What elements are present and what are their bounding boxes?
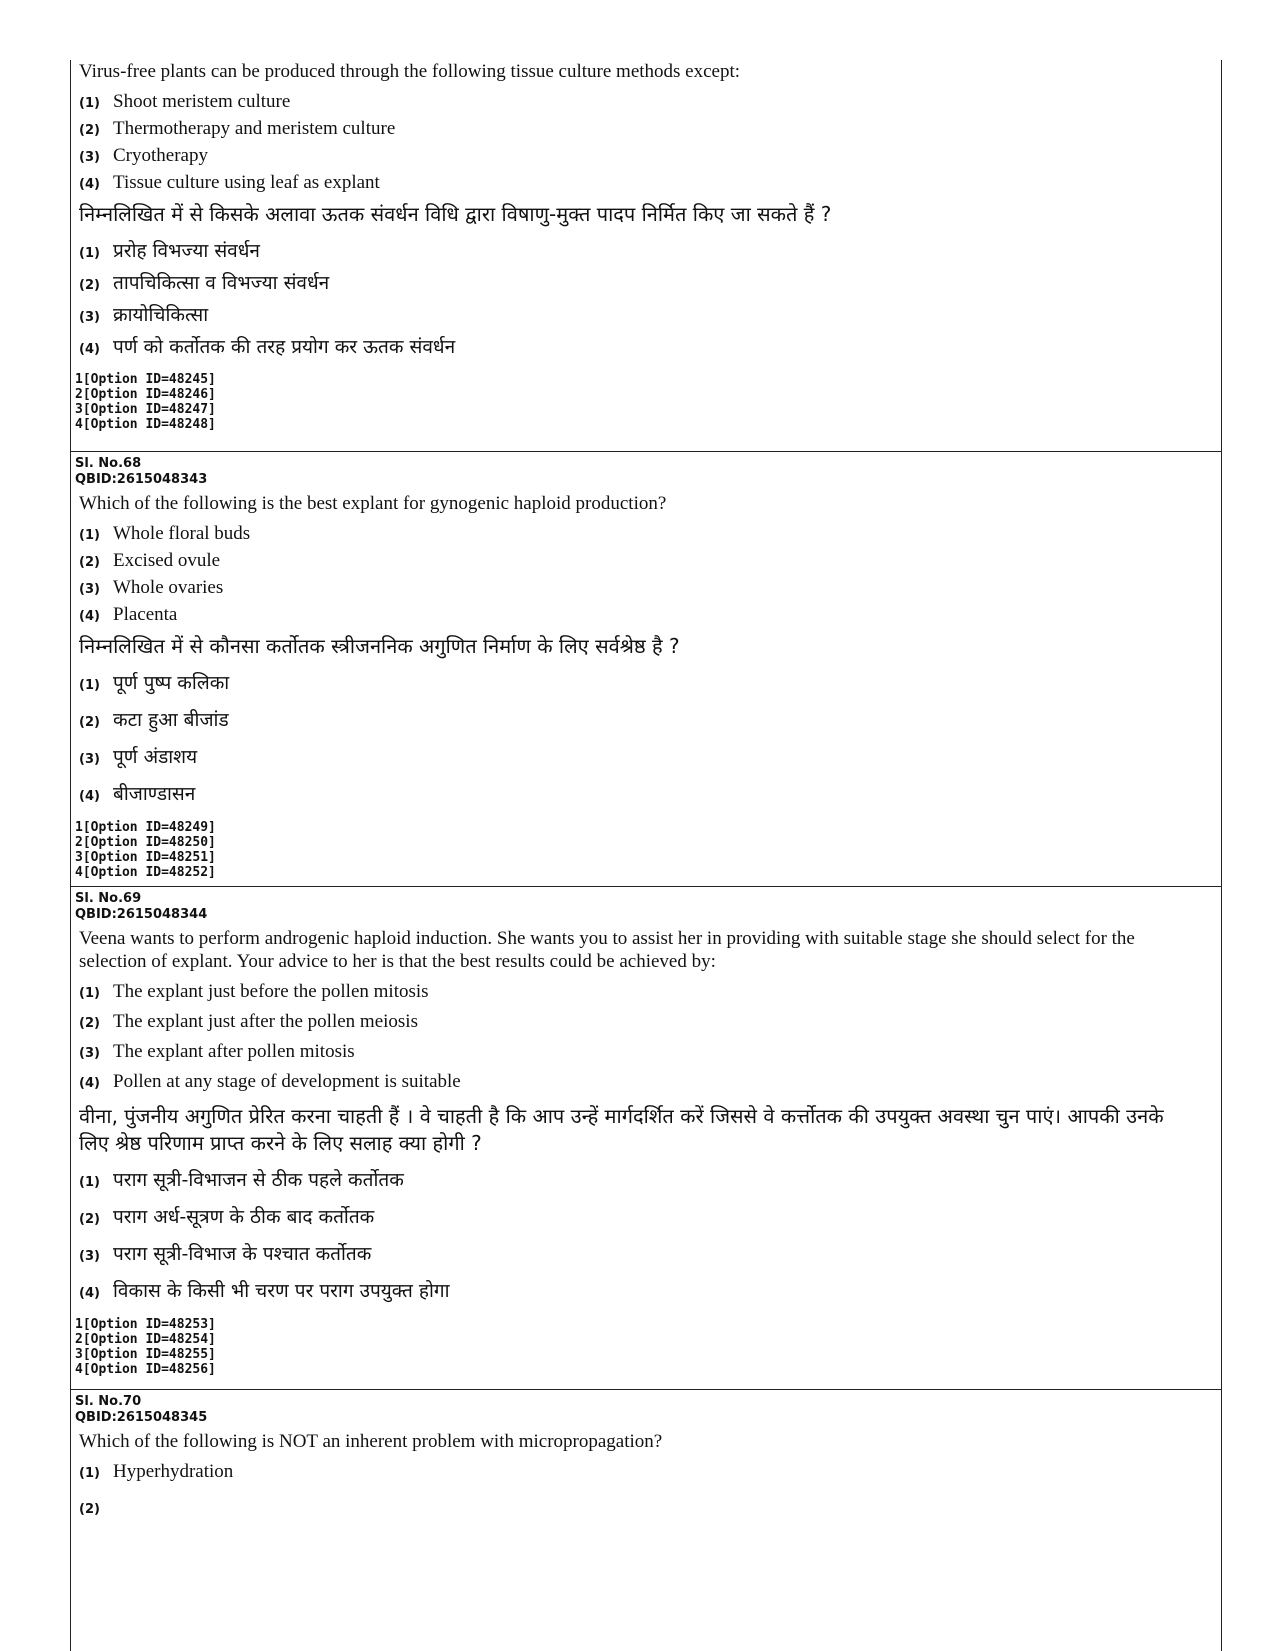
option-text: The explant just before the pollen mitosis [113, 981, 429, 1002]
option-number: (4) [79, 609, 100, 624]
option-hindi [79, 740, 1221, 777]
option-text: Cryotherapy [113, 145, 208, 166]
option-id-list [75, 1317, 1221, 1379]
question-text-english: Veena wants to perform androgenic haploid induction. She wants you to assist her in providing with suitable stage she should select for the selection of explant. Your advice to her is that the best results could be achieved by: [79, 928, 1135, 972]
option-number: (2) [79, 715, 100, 730]
option-hindi [79, 777, 1221, 814]
option-id: 4[Option ID=48248] [75, 417, 216, 432]
option-number: (4) [79, 1286, 100, 1301]
option-id: 2[Option ID=48246] [75, 387, 216, 402]
option-english [79, 575, 1221, 602]
option-number: (4) [79, 177, 100, 192]
option-text: पूर्ण अंडाशय [113, 746, 198, 768]
option-id: 1[Option ID=48253] [75, 1317, 216, 1332]
option-english [79, 170, 1221, 197]
option-hindi [79, 298, 1221, 330]
option-id: 1[Option ID=48249] [75, 820, 216, 835]
option-english [79, 1486, 1221, 1517]
serial-number: Sl. No.69 [75, 891, 142, 906]
option-number: (3) [79, 1249, 100, 1264]
question-block [71, 452, 1221, 887]
option-id-list [75, 372, 1221, 434]
question-text-english: Virus-free plants can be produced through the following tissue culture methods except: [79, 61, 741, 82]
option-number: (1) [79, 1175, 100, 1190]
option-hindi [79, 266, 1221, 298]
question-text-hindi: निम्नलिखित में से किसके अलावा ऊतक संवर्धन विधि द्वारा विषाणु-मुक्त पादप निर्मित किए जा सकते हैं ? [79, 202, 832, 226]
question-text-hindi: निम्नलिखित में से कौनसा कर्तोतक स्त्रीजननिक अगुणित निर्माण के लिए सर्वश्रेष्ठ है ? [79, 634, 680, 658]
question-block [71, 1390, 1221, 1517]
option-text: पराग अर्ध-सूत्रण के ठीक बाद कर्तोतक [113, 1206, 375, 1228]
option-text: प्ररोह विभज्या संवर्धन [113, 240, 260, 262]
option-text: विकास के किसी भी चरण पर पराग उपयुक्त होगा [113, 1280, 450, 1302]
option-english [79, 548, 1221, 575]
option-hindi [79, 666, 1221, 703]
option-id: 3[Option ID=48251] [75, 850, 216, 865]
option-english [79, 1459, 1221, 1486]
option-number: (3) [79, 1046, 100, 1061]
option-english [79, 1009, 1221, 1039]
option-number: (3) [79, 582, 100, 597]
question-text-english: Which of the following is the best explant for gynogenic haploid production? [79, 493, 667, 514]
option-text: Excised ovule [113, 550, 221, 571]
option-text: The explant after pollen mitosis [113, 1041, 355, 1062]
option-number: (2) [79, 555, 100, 570]
question-paper-frame [70, 60, 1222, 1651]
option-text: पराग सूत्री-विभाजन से ठीक पहले कर्तोतक [113, 1169, 404, 1191]
option-hindi [79, 703, 1221, 740]
option-number: (4) [79, 789, 100, 804]
option-number: (1) [79, 96, 100, 111]
option-id: 2[Option ID=48250] [75, 835, 216, 850]
option-text: बीजाण्डासन [113, 783, 196, 805]
question-text-hindi: वीना, पुंजनीय अगुणित प्रेरित करना चाहती हैं । वे चाहती है कि आप उन्हें मार्गदर्शित करें जिससे वे कर्त्तोतक की उपयुक्त अवस्था चुन पाएं। आपकी उनके लिए श्रेष्ठ परिणाम प्राप्त करने के लिए सलाह क्या होगी ? [79, 1104, 1164, 1155]
option-text: कटा हुआ बीजांड [113, 709, 229, 731]
option-number: (1) [79, 528, 100, 543]
option-text: पराग सूत्री-विभाज के पश्चात कर्तोतक [113, 1243, 372, 1265]
option-english [79, 116, 1221, 143]
option-english [79, 143, 1221, 170]
option-text: पर्ण को कर्तोतक की तरह प्रयोग कर ऊतक संवर्धन [113, 336, 456, 358]
option-id: 4[Option ID=48256] [75, 1362, 216, 1377]
qbid: QBID:2615048343 [75, 472, 208, 487]
option-english [79, 89, 1221, 116]
question-text-english: Which of the following is NOT an inherent problem with micropropagation? [79, 1431, 663, 1452]
option-text: क्रायोचिकित्सा [113, 304, 209, 326]
option-text: Pollen at any stage of development is suitable [113, 1071, 461, 1092]
qbid: QBID:2615048344 [75, 907, 208, 922]
option-hindi [79, 1237, 1221, 1274]
option-id-list [75, 820, 1221, 882]
option-number: (3) [79, 150, 100, 165]
option-number: (2) [79, 123, 100, 138]
option-text: Thermotherapy and meristem culture [113, 118, 396, 139]
option-text: Hyperhydration [113, 1461, 234, 1482]
option-english [79, 602, 1221, 629]
option-hindi [79, 330, 1221, 362]
option-hindi [79, 1163, 1221, 1200]
option-number: (1) [79, 246, 100, 261]
option-number: (2) [79, 1502, 100, 1517]
option-id: 2[Option ID=48254] [75, 1332, 216, 1347]
question-block [71, 60, 1221, 452]
option-text: पूर्ण पुष्प कलिका [113, 672, 230, 694]
question-block [71, 887, 1221, 1390]
option-english [79, 521, 1221, 548]
option-hindi [79, 234, 1221, 266]
option-id: 1[Option ID=48245] [75, 372, 216, 387]
option-id: 4[Option ID=48252] [75, 865, 216, 880]
option-hindi [79, 1274, 1221, 1311]
option-number: (4) [79, 1076, 100, 1091]
serial-number: Sl. No.68 [75, 456, 142, 471]
option-text: Whole floral buds [113, 523, 251, 544]
option-number: (1) [79, 1466, 100, 1481]
option-text: तापचिकित्सा व विभज्या संवर्धन [113, 272, 330, 294]
option-text: The explant just after the pollen meiosis [113, 1011, 418, 1032]
qbid: QBID:2615048345 [75, 1410, 208, 1425]
option-text: Placenta [113, 604, 178, 625]
option-english [79, 1039, 1221, 1069]
option-text: Whole ovaries [113, 577, 224, 598]
serial-number: Sl. No.70 [75, 1394, 142, 1409]
option-text: Shoot meristem culture [113, 91, 291, 112]
option-number: (1) [79, 986, 100, 1001]
option-number: (3) [79, 752, 100, 767]
option-number: (3) [79, 310, 100, 325]
option-number: (2) [79, 1212, 100, 1227]
option-id: 3[Option ID=48255] [75, 1347, 216, 1362]
option-number: (4) [79, 342, 100, 357]
option-id: 3[Option ID=48247] [75, 402, 216, 417]
option-text: Tissue culture using leaf as explant [113, 172, 380, 193]
option-number: (1) [79, 678, 100, 693]
option-hindi [79, 1200, 1221, 1237]
option-number: (2) [79, 278, 100, 293]
option-english [79, 979, 1221, 1009]
option-english [79, 1069, 1221, 1099]
option-number: (2) [79, 1016, 100, 1031]
